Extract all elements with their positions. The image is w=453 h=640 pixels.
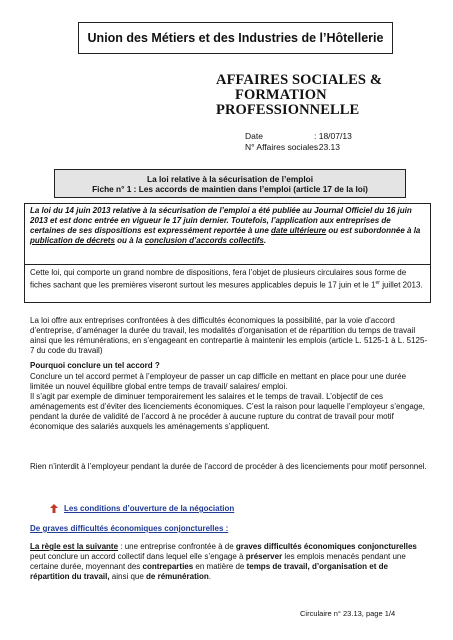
page-footer: Circulaire n° 23.13, page 1/4 [300, 609, 396, 618]
intro-underline: publication de décrets [30, 236, 115, 245]
body-paragraph-2: Conclure un tel accord permet à l’employeur de passer un cap difficile en mettant en place pour une durée limitée un nouvel équilibre global entre temps de travail/ salaires/ emploi. [30, 372, 407, 391]
intro-underline: conclusion d’accords collectifs [144, 236, 264, 245]
rule-lead: La règle est la suivante [30, 542, 119, 551]
rule-text: en matière de [193, 562, 247, 571]
union-title-box [78, 22, 393, 54]
intro-text: Cette loi, qui comporte un grand nombre de dispositions, fera l’objet de plusieurs circulaires sous forme de fiches sachant que les premières viseront surtout les mesures applicables depuis le 17 juin et le 1 [30, 268, 407, 290]
intro-text: juillet 2013. [379, 280, 423, 290]
union-title: Union des Métiers et des Industries de l’Hôtellerie [87, 31, 384, 45]
main-title-line: FORMATION [235, 87, 327, 103]
rule-text: ainsi que [109, 572, 147, 581]
superscript: er [375, 280, 380, 286]
fiche-title-box [54, 169, 406, 198]
main-title-line: AFFAIRES SOCIALES & [216, 72, 382, 88]
fiche-line-2: Fiche n° 1 : Les accords de maintien dans l’emploi (article 17 de la loi) [92, 184, 368, 194]
arrow-bullet-icon [50, 504, 58, 513]
intro-text: . [263, 236, 267, 245]
rule-bold: temps de travail, d’organisation et de répartition du travail, [30, 562, 388, 581]
rule-paragraph [30, 542, 428, 582]
section-heading-text: Les conditions d’ouverture de la négociation [64, 504, 235, 513]
rule-text: . [208, 572, 211, 581]
rule-text: peut conclure un accord collectif dans lequel elle s’engage à [30, 552, 246, 561]
rule-text: les emplois menacés pendant une certaine durée, moyennant des [30, 552, 406, 571]
intro-box-frame [24, 203, 431, 303]
rule-bold: de rémunération [146, 572, 209, 581]
intro-text: ou à la [114, 236, 145, 245]
body-paragraph-4: Rien n’interdit à l’employeur pendant la durée de l’accord de procéder à des licenciements pour motif personnel. [30, 462, 427, 471]
rule-text: : une entreprise confrontée à de [118, 542, 236, 551]
section-heading [50, 504, 234, 513]
date-value: : 18/07/13 [314, 131, 352, 141]
date-label: Date [245, 131, 263, 141]
main-title [216, 73, 446, 118]
question-heading: Pourquoi conclure un tel accord ? [30, 361, 160, 370]
ref-value: : 23.13 [314, 142, 340, 152]
intro-text: ou est subordonnée à la [326, 226, 421, 235]
fiche-line-1: La loi relative à la sécurisation de l’emploi [147, 174, 313, 184]
sub-heading: De graves difficultés économiques conjoncturelles : [30, 524, 229, 533]
body-paragraph-1: La loi offre aux entreprises confrontées à des difficultés économiques la possibilité, par la voie d’accord d’entreprise, d’aménager la durée du travail, les modalités d’organisation et de répartition du temps de travail ainsi que les rémunérations, en s’engageant en contrepartie à maintenir les emplois (article L. 5125-1 à L. 5125-7 du code du travail) [30, 316, 428, 355]
main-title-line: PROFESSIONNELLE [216, 102, 360, 118]
document-meta [245, 131, 352, 153]
body-paragraph-3: Il s’agit par exemple de diminuer temporairement les salaires et le temps de travail. L’objectif de ces aménagements est d’éviter des licenciements économiques. C’est la raison pour laquelle l’employeur s’engage, pendant la durée de validité de l’accord à ne procéder à aucune rupture du contrat de travail pour motif économique des salariés auxquels les aménagements s’appliquent. [30, 392, 425, 431]
rule-bold: graves difficultés économiques conjoncturelles [235, 542, 417, 551]
rule-bold: préserver [245, 552, 283, 561]
intro-text: La loi du 14 juin 2013 relative à la sécurisation de l’emploi a été publiée au Journal Officiel du 16 juin 2013 et est donc entrée en vigueur le 17 juin dernier. Toutefois, l’application aux entreprises de certaines de ses dispositions est expressément reportée à une [30, 206, 412, 235]
ref-label: N° Affaires sociales [245, 142, 319, 152]
intro-underline: date ultérieure [271, 226, 327, 235]
rule-bold: contreparties [142, 562, 194, 571]
